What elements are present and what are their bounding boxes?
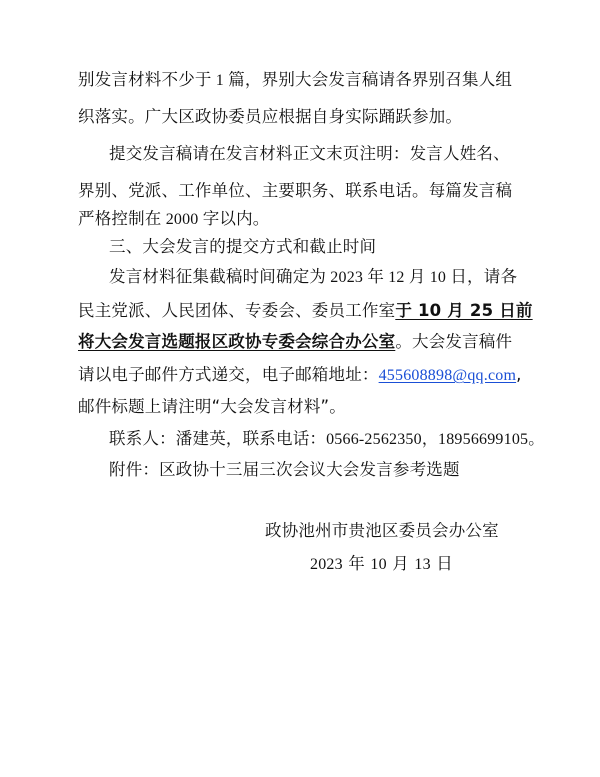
para2-line2: 界别、党派、工作单位、主要职务、联系电话。每篇发言稿 [78,181,513,200]
number-span: 2000 [161,211,203,228]
text-span: 年 [367,267,385,286]
date-day: 13 [414,556,431,573]
text-span: 发言材料征集截稿时间确定为 [109,267,327,286]
para2-line3 [78,208,270,231]
text-span: , [516,365,522,384]
contact-line [109,428,544,451]
para3-line2 [78,300,533,322]
para3-line5: 邮件标题上请注明“大会发言材料”。 [78,397,346,416]
para1-line1 [78,69,512,92]
number-span: 10 [425,269,451,286]
text-span: 月 [386,554,415,573]
email-link[interactable]: 455608898@qq.com [378,367,517,384]
para2-line1: 提交发言稿请在发言材料正文末页注明：发言人姓名、 [109,144,510,163]
signature-org: 政协池州市贵池区委员会办公室 [265,521,499,540]
text-span: 年 [342,554,371,573]
number-span: 1 [211,72,229,89]
para3-line1 [109,266,517,289]
para3-line3 [78,331,512,353]
submission-emphasis: 将大会发言选题报区政协专委会综合办公室 [78,332,396,351]
number-span: 2023 [326,269,368,286]
number-span: 12 [384,269,409,286]
text-span: 别发言材料不少于 [78,70,212,89]
para1-line2: 织落实。广大区政协委员应根据自身实际踊跃参加。 [78,107,463,126]
text-span: 月 [408,267,426,286]
text-span: 请以电子邮件方式递交，电子邮箱地址： [78,365,379,384]
text-span: 篇，界别大会发言稿请各界别召集人组 [228,70,513,89]
text-span: 。大会发言稿件 [395,332,513,351]
deadline-emphasis: 于 10 月 25 日前 [395,301,533,320]
text-span: 日，请各 [450,267,518,286]
contact-phones: 0566-2562350，18956699105。 [326,431,545,448]
attachment-line: 附件：区政协十三届三次会议大会发言参考选题 [109,460,460,479]
date-year: 2023 [310,556,343,573]
text-span: 民主党派、人民团体、专委会、委员工作室 [78,301,396,320]
signature-date [310,553,453,576]
para3-line4 [78,364,522,387]
date-month: 10 [370,556,387,573]
section-heading: 三、大会发言的提交方式和截止时间 [109,237,377,256]
text-span: 字以内。 [202,209,270,228]
text-span: 日 [430,554,453,573]
contact-label: 联系人：潘建英，联系电话： [109,429,327,448]
text-span: 严格控制在 [78,209,162,228]
